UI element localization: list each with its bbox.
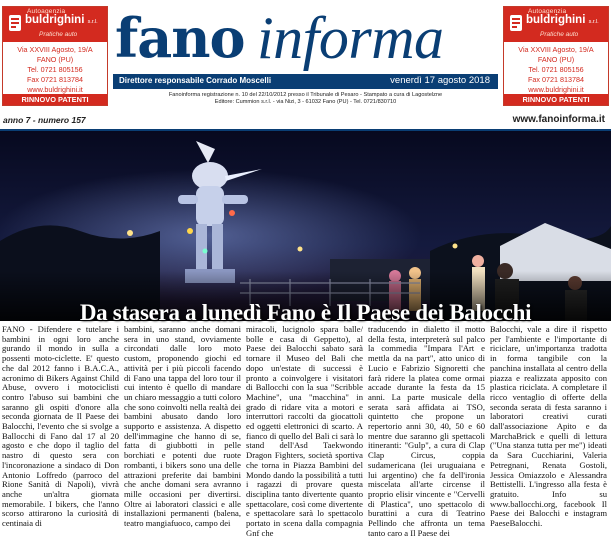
newspaper-logo[interactable] xyxy=(113,6,498,72)
ad-tagline: Pratiche auto xyxy=(39,31,78,38)
column-text: FANO - Difendere e tutelare i bambini in ogni loro anche gurando il mondo in sulla a possenti moto-ciclette. E' questo che dal 2012 fanno i B.A.C.A., acronimo di Bikers Against Child Abuse, ovvero i motociclisti contro l'abuso sui bambini che saranno gli ospiti d'onore alla seconda giornata de Il Paese dei Balocchi, l'evento che si svolge a Ballocchi di Fano dal 17 al 20 agosto e che dopo il taglio del nastro di questo sera con l'incoronazione a sindaco di Don Antonio Loffredo (parroco del Rione Sanità di Napoli), vivrà anche un'altra giornata memorabile. I bikers, che l'anno scorso attirarono la curiosità di centinaia di xyxy=(2,324,119,529)
lead-photo[interactable] xyxy=(0,131,611,321)
headline[interactable]: Da stasera a lunedì Fano è Il Paese dei Balocchi xyxy=(79,300,532,325)
issue-date: venerdì 17 agosto 2018 xyxy=(390,75,490,86)
column-text: Balocchi, vale a dire il rispetto per l'ambiente e l'importante di riciclare, un'importanza tradotta in forma tangibile con la panchina installata al centro della piazza e realizzata apposito con plastica riciclata. A completare il ricco ventaglio di offerte della seconda serata di festa saranno i laboratori creativi curati dall'associazione Apito e da MarchaBrick e quelli di lettura ("Una stanza tutta per me") ideati da Sara Cucchiarini, Valeria Petregnani, Renata Gostoli, Jessica Omiazzolo e Alessandra Bettistelli. L'ingresso alla festa è gratuito. Info su www.ballocchi.org, facebook Il Paese dei Balocchi e instagram PaeseBalocchi. xyxy=(490,324,607,529)
ad-fax: Fax 0721 813784 xyxy=(528,75,584,84)
ad-brand: buldrighini s.r.l. xyxy=(25,14,98,26)
car-icon xyxy=(7,12,23,34)
article-body xyxy=(2,324,609,538)
ad-box-left[interactable] xyxy=(2,6,108,106)
ad-header xyxy=(3,7,107,42)
registration-line-1: Fanoinforma registrazione n. 10 del 22/10/2012 presso il Tribunale di Pesaro - Stampato a cura di Lagostelzne xyxy=(168,92,443,98)
ad-tagline: Pratiche auto xyxy=(540,31,579,38)
director-bar xyxy=(113,74,498,89)
article-column xyxy=(124,324,241,529)
ad-box-right[interactable] xyxy=(503,6,609,106)
director-name: Direttore responsabile Corrado Moscelli xyxy=(119,76,272,85)
ad-kicker: Autoagenzia xyxy=(27,8,66,15)
ad-tel: Tel. 0721 805156 xyxy=(528,65,584,74)
article-column xyxy=(368,324,485,538)
masthead xyxy=(113,6,498,72)
article-column xyxy=(246,324,363,538)
ad-address: Via XXVIII Agosto, 19/A xyxy=(17,45,93,54)
column-text: bambini, saranno anche domani sera in uno stand, ovviamente circondati dalle loro moto custom, proponendo giochi ed attività per i più piccoli facendo di Fano una tappa del loro tour il cui intento è quello di mandare un chiaro messaggio a tutti coloro che sono coinvolti nella realtà dei bambini abusato dando loro supporto e assistenza. A dispetto dell'immagine che hanno di se, fatta di giubbotti in pelle borchiati e potenti due ruote rombanti, i bikers sono una delle attrazioni preferite dai bambini che anche domani sera avranno mille occasioni per divertirsi. Oltre ai laboratori classici e alle installazioni permanenti (balena, teatro mangiafuoco, campo dei xyxy=(124,324,241,529)
logo-part-informa: informa xyxy=(257,5,444,71)
ad-header xyxy=(504,7,608,42)
column-text: miracoli, lucignolo spara balle/ bolle e casa di Geppetto), al Paese dei Balocchi sabato sarà tornare il Museo del Bali che dopo un'estate di successi è pronto a coinvolgere i visitatori di Ballocchi con la sua "Scribble Machine", una "macchina" in grado di ridare vita a motori e interruttori raccolti da giocattoli ed oggetti elettronici di scarto. A fianco di quello del Bali ci sarà lo stand dell'Asd Taekwondo Dragon Fighters, società sportiva che torna in Piazza Bambini del Mondo dando la possibilità a tutti i ragazzi di provare questa disciplina tanto divertente quanto spettacolare, così come divertente e spettacolare sarà lo spettacolo portato in scena dalla compagnia Gnf che xyxy=(246,324,363,538)
registration-line-2: Editore: Cummion s.r.l. - via Nizi, 3 - 61032 Fano (PU) - Tel. 0721/830710 xyxy=(214,99,397,105)
ad-tel: Tel. 0721 805156 xyxy=(27,65,83,74)
article-column xyxy=(2,324,119,529)
registration-info xyxy=(113,92,498,106)
night-festival-photo xyxy=(0,131,611,321)
article-column xyxy=(490,324,607,529)
ad-city: FANO (PU) xyxy=(537,55,575,64)
ad-web-link[interactable]: www.buldrighini.it xyxy=(528,85,584,94)
ad-web-link[interactable]: www.buldrighini.it xyxy=(27,85,83,94)
ad-city: FANO (PU) xyxy=(36,55,74,64)
issue-number: anno 7 - numero 157 xyxy=(3,115,86,125)
ad-banner: RINNOVO PATENTI xyxy=(504,94,608,105)
ad-address: Via XXVIII Agosto, 19/A xyxy=(518,45,594,54)
column-text: traducendo in dialetto il motto della festa, interpreterà sul palco la commedia "Impara l'Art e mettla da na part", atto unico di Lucio e Fabrizio Signoretti che farà ridere la platea come ormai accade durante la festa da 15 anni. La parte musicale della serata sarà affidata ai TSO, quintetto che propone un repertorio anni 30, 40, 50 e 60 mentre due saranno gli spettacoli itineranti: "Gulp", a cura di Clap Clap Circus, coppia sudamericana (lei uruguaiana e lui argentino) che fa dell'ironia miscelata all'arte circense il proprio elisir vincente e "Cervelli di Plastica", uno spettacolo di burattini a cura di Teatrino Pellindo che affronta un tema tanto caro a Il Paese dei xyxy=(368,324,485,538)
ad-brand: buldrighini s.r.l. xyxy=(526,14,599,26)
logo-part-fano: fano xyxy=(115,6,245,70)
ad-kicker: Autoagenzia xyxy=(528,8,567,15)
ad-fax: Fax 0721 813784 xyxy=(27,75,83,84)
car-icon xyxy=(508,12,524,34)
issue-strip xyxy=(0,113,611,129)
ad-banner: RINNOVO PATENTI xyxy=(3,94,107,105)
website-link[interactable]: www.fanoinforma.it xyxy=(512,114,605,125)
